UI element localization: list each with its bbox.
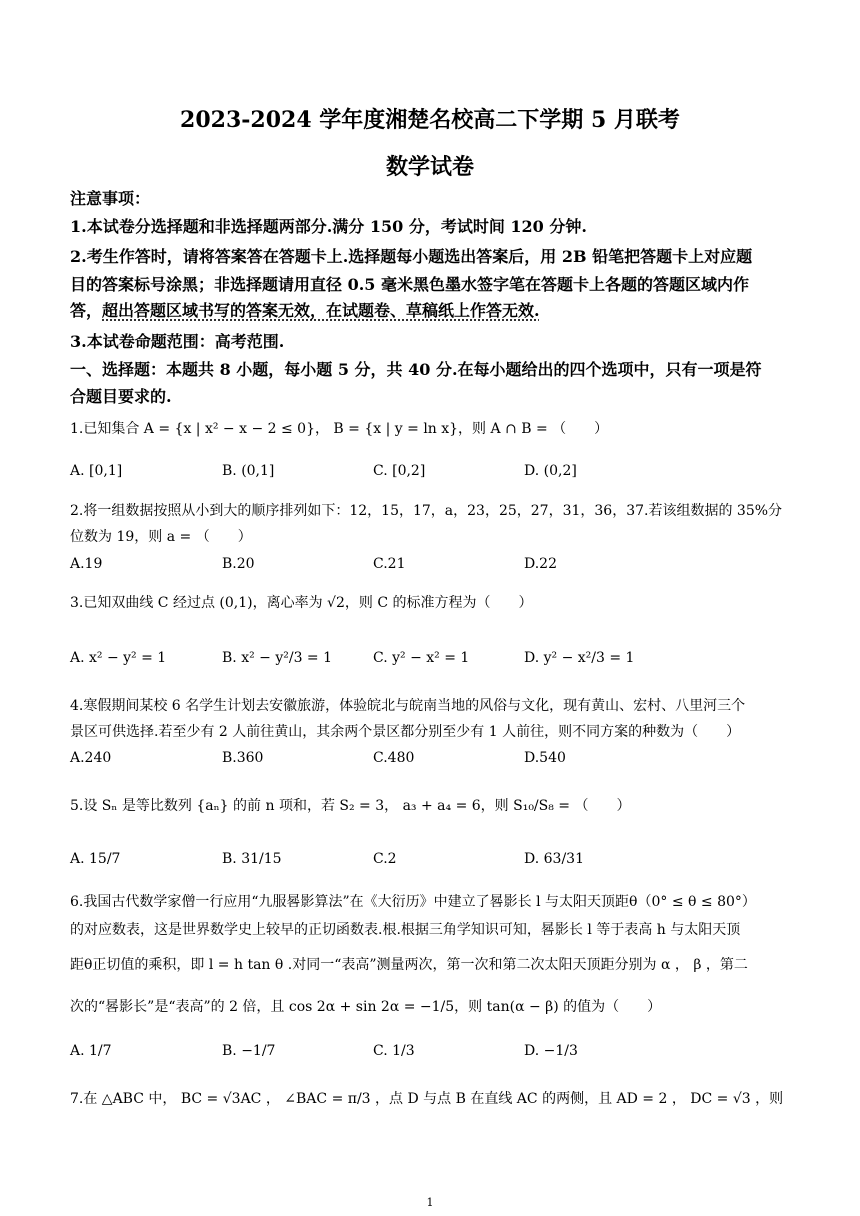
question-3-option-c: C. y² − x² = 1 bbox=[373, 650, 470, 666]
question-4-option-a: A.240 bbox=[70, 750, 112, 766]
question-6-line-2: 的对应数表，这是世界数学史上较早的正切函数表.根.根据三角学知识可知，晷影长 l 等于表高 h 与太阳天顶 bbox=[70, 922, 741, 938]
exam-title: 2023-2024 学年度湘楚名校高二下学期 5 月联考 bbox=[180, 107, 680, 133]
question-6-line-4: 次的“晷影长”是“表高”的 2 倍，且 cos 2α + sin 2α = −1/5，则 tan(α − β) 的值为（ ） bbox=[70, 999, 662, 1015]
notes-heading: 注意事项： bbox=[70, 189, 151, 208]
question-6-line-1: 6.我国古代数学家僧一行应用“九服晷影算法”在《大衍历》中建立了晷影长 l 与太阳天顶距θ（0° ≤ θ ≤ 80°） bbox=[70, 894, 756, 910]
question-2-line-2: 位数为 19，则 a = （ ） bbox=[70, 529, 252, 545]
question-2-option-b: B.20 bbox=[222, 556, 255, 572]
question-2-line-1: 2.将一组数据按照从小到大的顺序排列如下：12，15，17，a，23，25，27，31，36，37.若该组数据的 35%分 bbox=[70, 503, 783, 519]
notes-item-2-emphasis: 超出答题区域书写的答案无效，在试题卷、草稿纸上作答无效. bbox=[102, 301, 540, 320]
question-7-line-1: 7.在 △ABC 中， BC = √3AC ， ∠BAC = π/3 ，点 D 与点 B 在直线 AC 的两侧，且 AD = 2 ， DC = √3 ，则 bbox=[70, 1091, 784, 1107]
notes-item-2-line-3-start: 答， bbox=[70, 301, 103, 320]
question-3-text: 3.已知双曲线 C 经过点 (0,1)，离心率为 √2，则 C 的标准方程为（ ） bbox=[70, 595, 533, 611]
question-2-option-d: D.22 bbox=[524, 556, 557, 572]
section-1-heading-line-1: 一、选择题：本题共 8 小题，每小题 5 分，共 40 分.在每小题给出的四个选项中，只有一项是符 bbox=[70, 360, 762, 379]
notes-item-2-line-2: 目的答案标号涂黑；非选择题请用直径 0.5 毫米黑色墨水签字笔在答题卡上各题的答题区域内作 bbox=[70, 275, 749, 294]
question-5-option-a: A. 15/7 bbox=[70, 851, 121, 867]
question-5-option-b: B. 31/15 bbox=[222, 851, 282, 867]
question-1-option-b: B. (0,1] bbox=[222, 463, 275, 479]
question-6-option-c: C. 1/3 bbox=[373, 1043, 415, 1059]
question-1-option-c: C. [0,2] bbox=[373, 463, 426, 479]
notes-item-1: 1.本试卷分选择题和非选择题两部分.满分 150 分，考试时间 120 分钟. bbox=[70, 217, 587, 236]
question-4-option-c: C.480 bbox=[373, 750, 415, 766]
question-5-option-c: C.2 bbox=[373, 851, 397, 867]
question-3-option-a: A. x² − y² = 1 bbox=[70, 650, 167, 666]
question-1-option-a: A. [0,1] bbox=[70, 463, 123, 479]
notes-item-2-line-1: 2.考生作答时，请将答案答在答题卡上.选择题每小题选出答案后，用 2B 铅笔把答题卡上对应题 bbox=[70, 247, 753, 266]
question-4-line-1: 4.寒假期间某校 6 名学生计划去安徽旅游，体验皖北与皖南当地的风俗与文化，现有黄山、宏村、八里河三个 bbox=[70, 698, 746, 714]
notes-item-3: 3.本试卷命题范围：高考范围. bbox=[70, 332, 285, 351]
exam-subtitle: 数学试卷 bbox=[385, 154, 474, 180]
question-5-text: 5.设 Sₙ 是等比数列 {aₙ} 的前 n 项和，若 S₂ = 3， a₃ + a₄ = 6，则 S₁₀/S₈ = （ ） bbox=[70, 798, 631, 814]
section-1-heading-line-2: 合题目要求的. bbox=[70, 387, 172, 406]
question-6-option-d: D. −1/3 bbox=[524, 1043, 578, 1059]
question-2-option-c: C.21 bbox=[373, 556, 406, 572]
question-6-option-b: B. −1/7 bbox=[222, 1043, 276, 1059]
question-4-line-2: 景区可供选择.若至少有 2 人前往黄山，其余两个景区都分别至少有 1 人前往，则不同方案的种数为（ ） bbox=[70, 724, 741, 740]
question-3-option-d: D. y² − x²/3 = 1 bbox=[524, 650, 635, 666]
question-6-option-a: A. 1/7 bbox=[70, 1043, 112, 1059]
question-4-option-d: D.540 bbox=[524, 750, 566, 766]
question-4-option-b: B.360 bbox=[222, 750, 264, 766]
question-6-line-3: 距θ正切值的乘积，即 l = h tan θ .对同一“表高”测量两次，第一次和第二次太阳天顶距分别为 α ， β ，第二 bbox=[70, 957, 748, 973]
page-number: 1 bbox=[426, 1196, 434, 1209]
notes-item-2-line-3 bbox=[70, 298, 540, 321]
question-3-option-b: B. x² − y²/3 = 1 bbox=[222, 650, 333, 666]
question-1-text: 1.已知集合 A = {x | x² − x − 2 ≤ 0}， B = {x | y = ln x}，则 A ∩ B = （ ） bbox=[70, 421, 609, 437]
question-2-option-a: A.19 bbox=[70, 556, 103, 572]
question-5-option-d: D. 63/31 bbox=[524, 851, 584, 867]
question-1-option-d: D. (0,2] bbox=[524, 463, 577, 479]
